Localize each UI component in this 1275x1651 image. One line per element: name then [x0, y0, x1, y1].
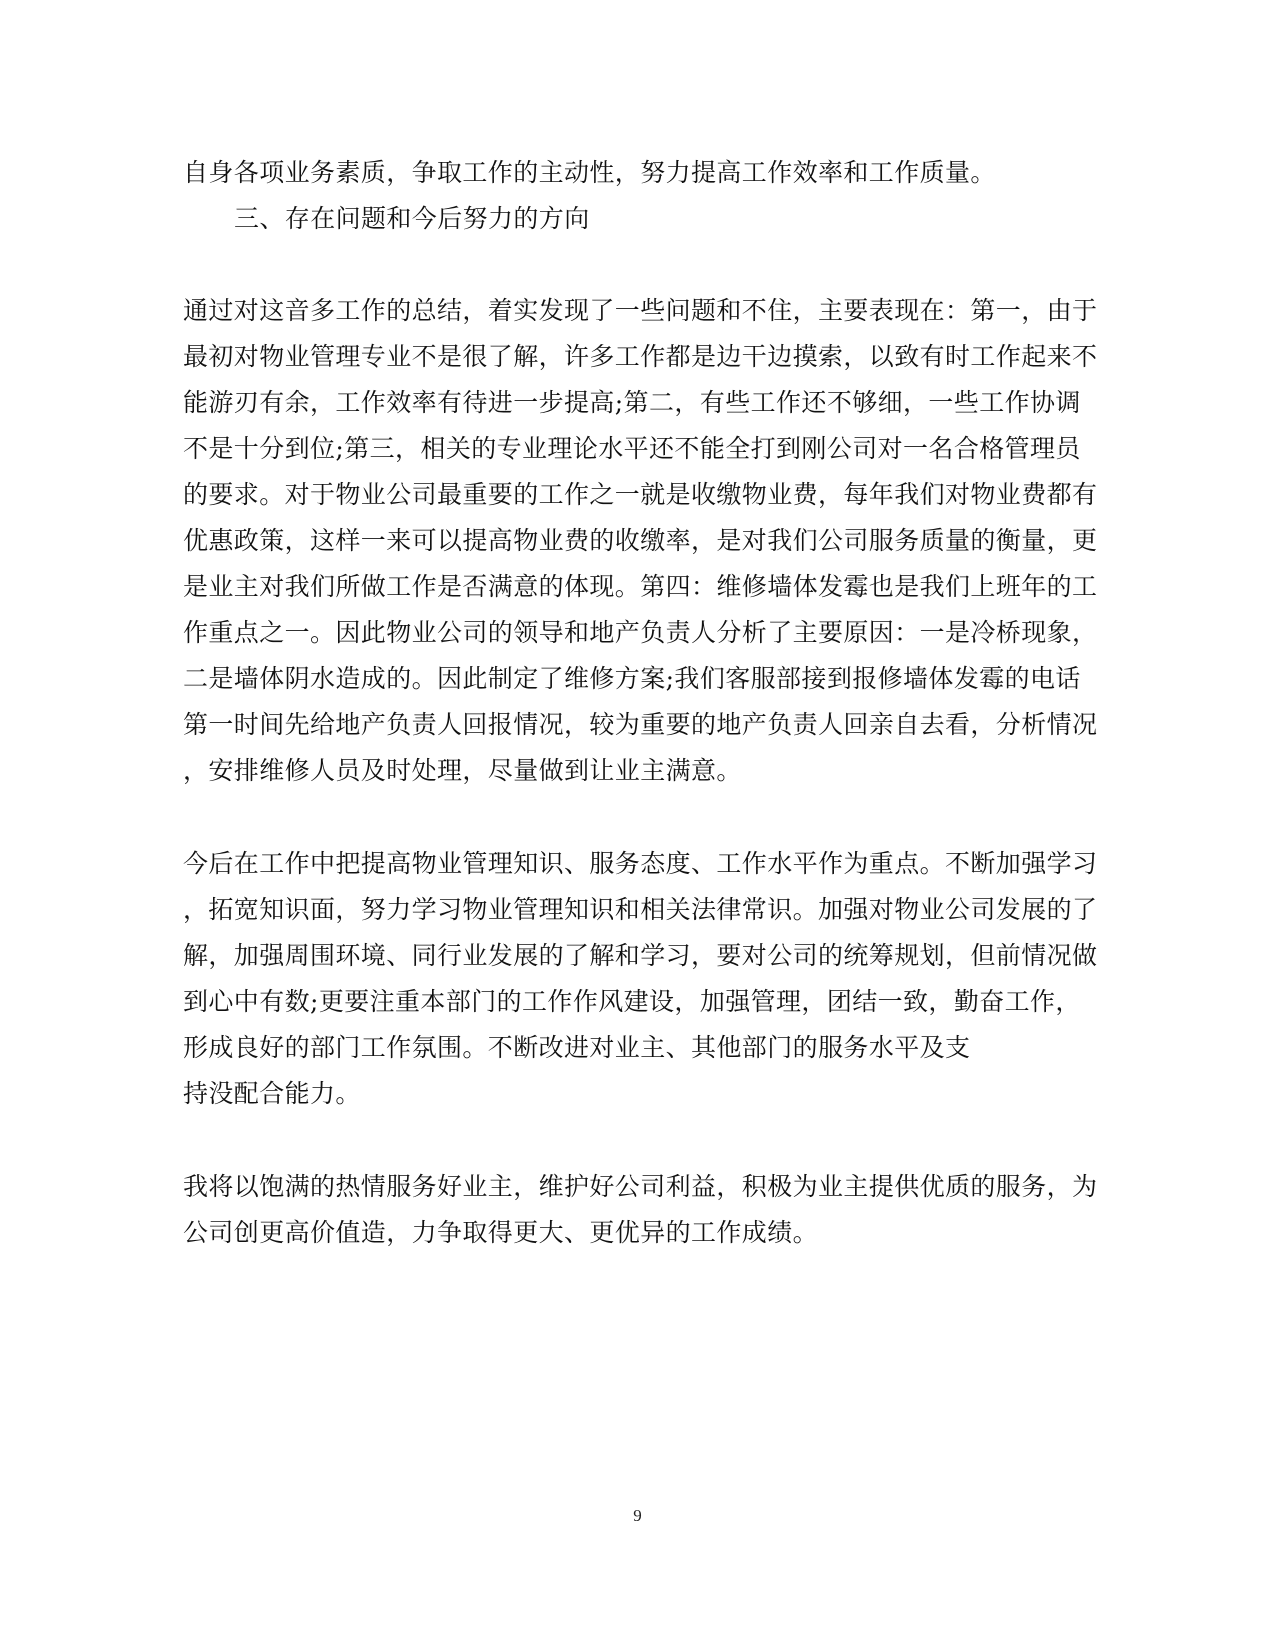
page-number: 9 [633, 1506, 642, 1525]
text-line: ，拓宽知识面，努力学习物业管理知识和相关法律常识。加强对物业公司发展的了 [183, 895, 1098, 924]
text-line: 二是墙体阴水造成的。因此制定了维修方案;我们客服部接到报修墙体发霉的电话 [183, 664, 1081, 693]
text-line: 作重点之一。因此物业公司的领导和地产负责人分析了主要原因：一是冷桥现象， [183, 618, 1098, 647]
section-heading: 三、存在问题和今后努力的方向 [234, 204, 590, 233]
text-line: 优惠政策，这样一来可以提高物业费的收缴率，是对我们公司服务质量的衡量，更 [183, 526, 1098, 555]
text-line: 我将以饱满的热情服务好业主，维护好公司利益，积极为业主提供优质的服务，为 [183, 1172, 1098, 1201]
text-line: 是业主对我们所做工作是否满意的体现。第四：维修墙体发霉也是我们上班年的工 [183, 572, 1098, 601]
text-line: 的要求。对于物业公司最重要的工作之一就是收缴物业费，每年我们对物业费都有 [183, 480, 1098, 509]
text-line: 持没配合能力。 [183, 1079, 361, 1108]
text-line: 最初对物业管理专业不是很了解，许多工作都是边干边摸索，以致有时工作起来不 [183, 342, 1098, 371]
text-line: 到心中有数;更要注重本部门的工作作风建设，加强管理，团结一致，勤奋工作， [183, 987, 1081, 1016]
text-line: 能游刃有余，工作效率有待进一步提高;第二，有些工作还不够细，一些工作协调 [183, 388, 1081, 417]
text-line: 不是十分到位;第三，相关的专业理论水平还不能全打到刚公司对一名合格管理员 [183, 434, 1081, 463]
text-line: 今后在工作中把提高物业管理知识、服务态度、工作水平作为重点。不断加强学习 [183, 849, 1098, 878]
text-line: 通过对这音多工作的总结，着实发现了一些问题和不住，主要表现在：第一，由于 [183, 296, 1098, 325]
text-line: 解，加强周围环境、同行业发展的了解和学习，要对公司的统筹规划，但前情况做 [183, 941, 1098, 970]
text-line: 形成良好的部门工作氛围。不断改进对业主、其他部门的服务水平及支 [183, 1033, 971, 1062]
text-line: ，安排维修人员及时处理，尽量做到让业主满意。 [183, 756, 742, 785]
text-line: 公司创更高价值造，力争取得更大、更优异的工作成绩。 [183, 1218, 819, 1247]
text-line: 自身各项业务素质，争取工作的主动性，努力提高工作效率和工作质量。 [183, 158, 996, 187]
text-line: 第一时间先给地产负责人回报情况，较为重要的地产负责人回亲自去看，分析情况 [183, 710, 1098, 739]
